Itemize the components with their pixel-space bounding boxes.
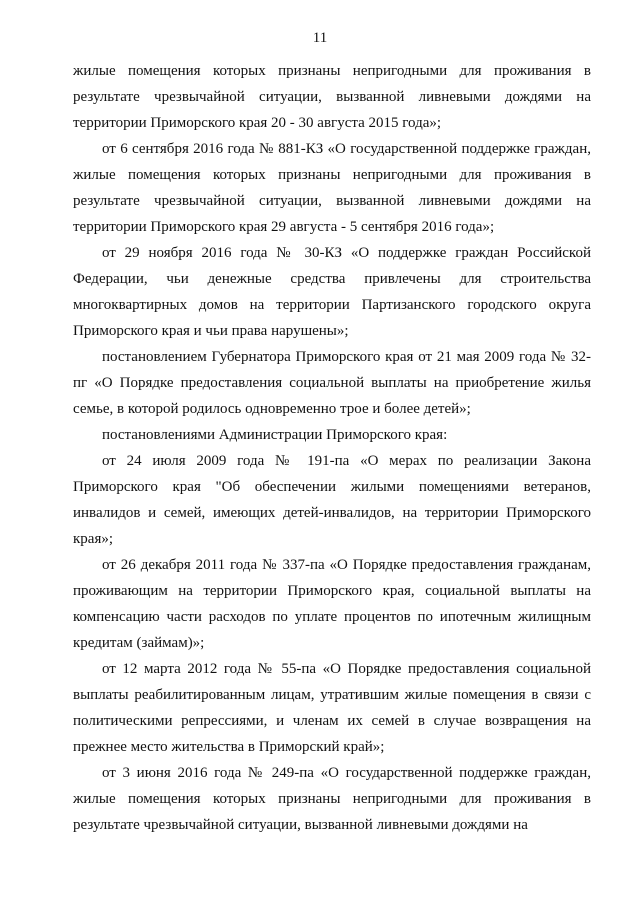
paragraph-decree-337-pa: от 26 декабря 2011 года № 337-па «О Порядке предоставления гражданам, проживающим на территории Приморского края, социальной выплаты на компенсацию части расходов по уплате процентов по ипотечным жилищным кредитам (займам)»; bbox=[73, 557, 591, 651]
paragraph-law-30-kz: от 29 ноября 2016 года № 30-КЗ «О поддержке граждан Российской Федерации, чьи денежные средства привлечены для строительства многоквартирных домов на территории Партизанского городского округа Приморского края и чьи права нарушены»; bbox=[73, 245, 591, 339]
page-number: 11 bbox=[312, 30, 328, 46]
paragraph-law-881-kz: от 6 сентября 2016 года № 881-КЗ «О государственной поддержке граждан, жилые помещения которых признаны непригодными для проживания в результате чрезвычайной ситуации, вызванной ливневыми дождями на территории Приморского края 29 августа - 5 сентября 2016 года»; bbox=[73, 141, 591, 235]
paragraph-decree-55-pa: от 12 марта 2012 года № 55-па «О Порядке предоставления социальной выплаты реабилитированным лицам, утратившим жилые помещения в связи с политическими репрессиями, и членам их семей в случае возвращения на прежнее место жительства в Приморский край»; bbox=[73, 661, 591, 755]
document-body bbox=[73, 58, 591, 838]
paragraph-administration-decrees-heading: постановлениями Администрации Приморского края: bbox=[102, 427, 448, 443]
paragraph-decree-249-pa: от 3 июня 2016 года № 249-па «О государственной поддержке граждан, жилые помещения которых признаны непригодными для проживания в результате чрезвычайной ситуации, вызванной ливневыми дождями на bbox=[73, 765, 591, 833]
paragraph-governor-decree-32-pg: постановлением Губернатора Приморского края от 21 мая 2009 года № 32-пг «О Порядке предоставления социальной выплаты на приобретение жилья семье, в которой родилось одновременно трое и более детей»; bbox=[73, 349, 591, 417]
paragraph-decree-191-pa: от 24 июля 2009 года № 191-па «О мерах по реализации Закона Приморского края "Об обеспечении жилыми помещениями ветеранов, инвалидов и семей, имеющих детей-инвалидов, на территории Приморского края»; bbox=[73, 453, 591, 547]
paragraph-continuation: жилые помещения которых признаны непригодными для проживания в результате чрезвычайной ситуации, вызванной ливневыми дождями на территории Приморского края 20 - 30 августа 2015 года»; bbox=[73, 63, 591, 131]
